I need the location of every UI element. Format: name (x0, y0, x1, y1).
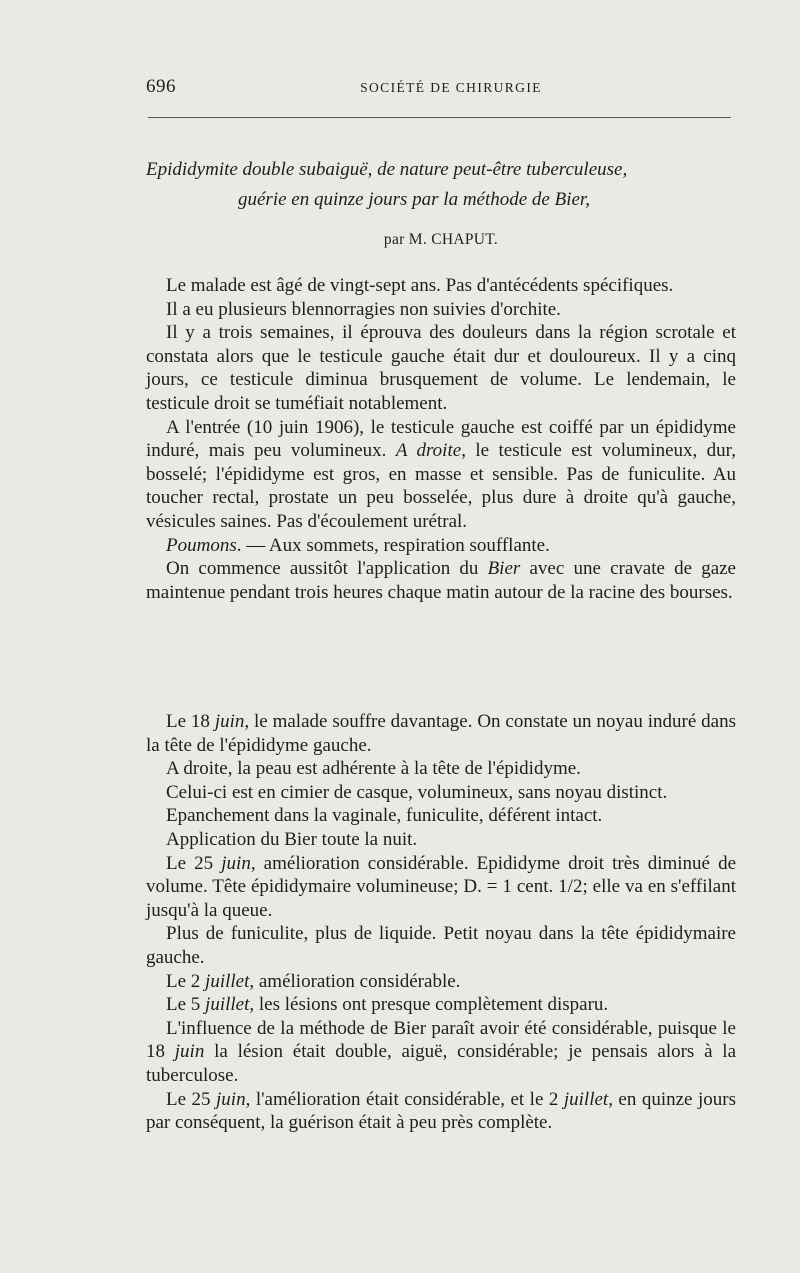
body-section-1 (146, 274, 736, 604)
paragraph: Le 18 juin, le malade souffre davantage. On constate un noyau induré dans la tête de l'épididyme gauche. (146, 711, 736, 756)
body-section-2 (146, 710, 736, 1135)
italic-term: juin (216, 1088, 246, 1110)
paragraph: Le 2 juillet, amélioration considérable. (166, 970, 461, 992)
paragraph: Le malade est âgé de vingt-sept ans. Pas d'antécédents spécifiques. (166, 275, 674, 296)
paragraph: A l'entrée (10 juin 1906), le testicule gauche est coiffé par un épididyme induré, mais peu volumineux. A droite, le testicule est volumineux, dur, bosselé; l'épididyme est gros, en masse et sensible. Pas de funiculite. Au toucher rectal, prostate un peu bosselée, plus dure à droite qu'à gauche, vésicules saines. Pas d'écoulement urétral. (146, 416, 736, 532)
running-title: SOCIÉTÉ DE CHIRURGIE (360, 80, 542, 95)
paragraph: Il a eu plusieurs blennorragies non suivies d'orchite. (166, 298, 561, 320)
byline: par M. CHAPUT. (383, 231, 499, 248)
paragraph: Application du Bier toute la nuit. (166, 828, 418, 850)
italic-term: juillet (205, 994, 250, 1016)
paragraph: Le 5 juillet, les lésions ont presque complètement disparu. (166, 994, 609, 1016)
paragraph: Il y a trois semaines, il éprouva des douleurs dans la région scrotale et constata alors que le testicule gauche était dur et douloureux. Il y a cinq jours, ce testicule diminua brusquement de volume. Le lendemain, le testicule droit se tuméfiait notablement. (146, 322, 736, 414)
article-title (146, 155, 746, 215)
paragraph: Plus de funiculite, plus de liquide. Petit noyau dans la tête épididymaire gauche. (146, 923, 736, 968)
italic-term: Bier (487, 558, 521, 580)
italic-term: juin (174, 1041, 205, 1063)
paragraph: Epanchement dans la vaginale, funiculite, déférent intact. (166, 805, 603, 827)
paragraph: Poumons. — Aux sommets, respiration soufflante. (166, 534, 550, 556)
italic-term: juillet (205, 970, 250, 992)
italic-term: juin (214, 711, 245, 732)
paragraph: A droite, la peau est adhérente à la tête de l'épididyme. (166, 758, 581, 780)
italic-term: Poumons (166, 534, 237, 556)
page-header (146, 76, 736, 100)
page-number: 696 (146, 76, 176, 97)
header-rule (148, 117, 731, 118)
italic-term: juillet (563, 1088, 609, 1110)
paragraph: L'influence de la méthode de Bier paraît avoir été considérable, puisque le 18 juin la lésion était double, aiguë, considérable; je pensais alors à la tuberculose. (146, 1017, 737, 1086)
italic-term: A droite (395, 440, 462, 462)
italic-term: juin (221, 852, 251, 874)
paragraph: Le 25 juin, l'amélioration était considérable, et le 2 juillet, en quinze jours par conséquent, la guérison était à peu près complète. (146, 1088, 736, 1134)
title-line-1: Epididymite double subaiguë, de nature peut-être tuberculeuse, (146, 159, 628, 180)
title-line-2: guérie en quinze jours par la méthode de Bier, (238, 189, 590, 210)
paragraph: Le 25 juin, amélioration considérable. Epididyme droit très diminué de volume. Tête épididymaire volumineuse; D. = 1 cent. 1/2; elle va en s'effilant jusqu'à la queue. (146, 852, 736, 921)
paragraph: On commence aussitôt l'application du Bier avec une cravate de gaze maintenue pendant trois heures chaque matin autour de la racine des bourses. (146, 558, 736, 603)
paragraph: Celui-ci est en cimier de casque, volumineux, sans noyau distinct. (166, 781, 668, 803)
